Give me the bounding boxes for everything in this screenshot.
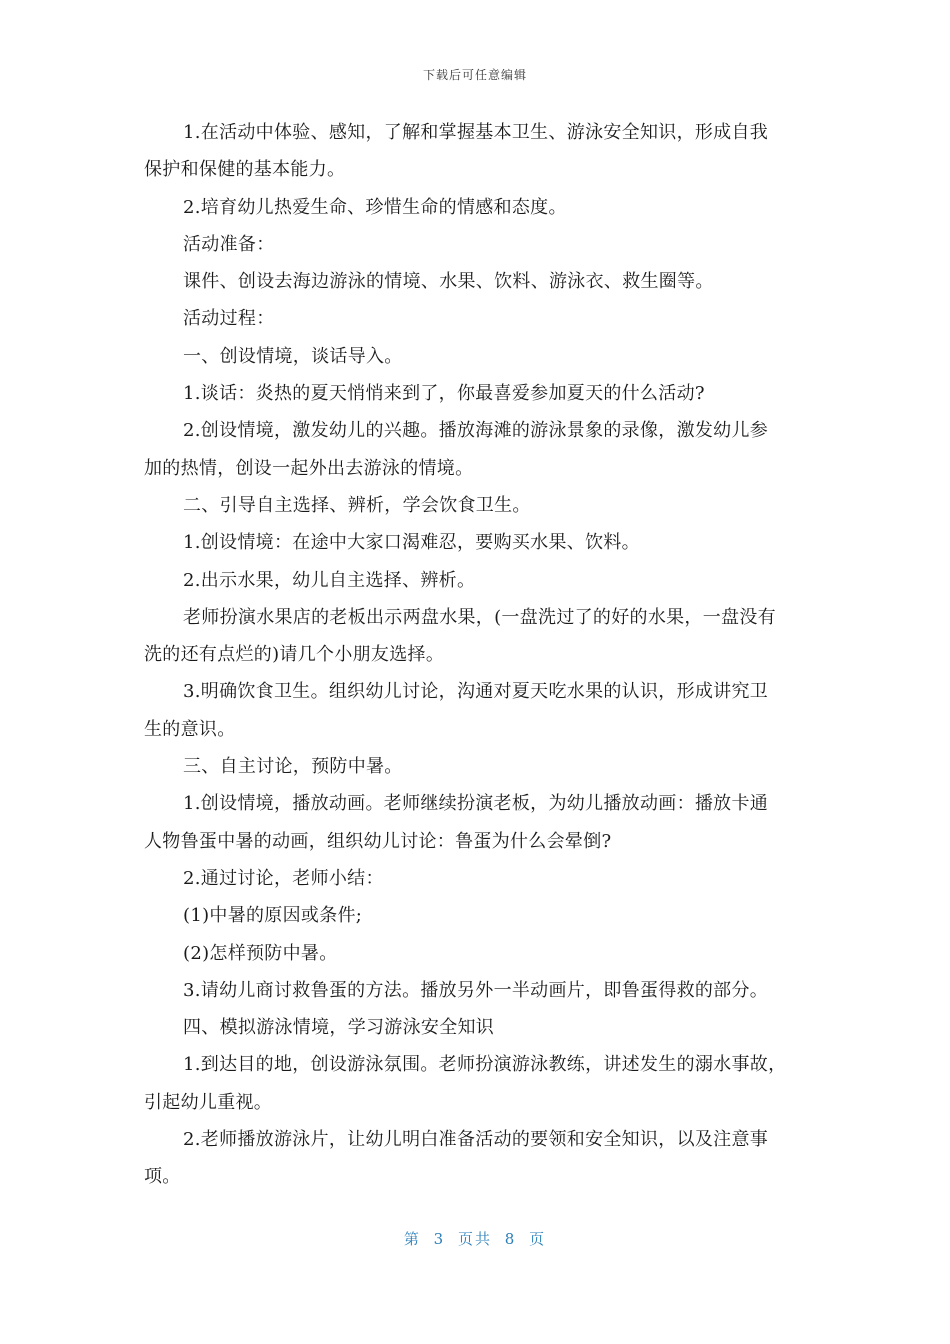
document-body — [144, 114, 810, 1196]
paragraph-line: 3.请幼儿商讨救鲁蛋的方法。播放另外一半动画片，即鲁蛋得救的部分。 — [183, 979, 769, 1001]
paragraph-line: 活动过程： — [183, 308, 275, 330]
paragraph-line: 课件、创设去海边游泳的情境、水果、饮料、游泳衣、救生圈等。 — [183, 271, 714, 293]
paragraph-line: 2.培育幼儿热爱生命、珍惜生命的情感和态度。 — [183, 196, 567, 218]
paragraph-line: 老师扮演水果店的老板出示两盘水果，(一盘洗过了的好的水果，一盘没有 — [183, 606, 776, 628]
paragraph-line: 2.出示水果，幼儿自主选择、辨析。 — [183, 569, 476, 591]
paragraph-line: 生的意识。 — [144, 718, 236, 740]
paragraph-line: (2)怎样预防中暑。 — [183, 942, 338, 964]
paragraph-line: 2.老师播放游泳片，让幼儿明白准备活动的要领和安全知识，以及注意事 — [183, 1129, 769, 1151]
paragraph-line: 1.创设情境，播放动画。老师继续扮演老板，为幼儿播放动画：播放卡通 — [183, 793, 769, 815]
paragraph-line: 加的热情，创设一起外出去游泳的情境。 — [144, 457, 474, 479]
paragraph-line: 三、自主讨论，预防中暑。 — [183, 756, 403, 778]
paragraph-line: 3.明确饮食卫生。组织幼儿讨论，沟通对夏天吃水果的认识，形成讲究卫 — [183, 681, 769, 703]
paragraph-line: 1.创设情境：在途中大家口渴难忍，要购买水果、饮料。 — [183, 532, 640, 554]
paragraph-line: 1.谈话：炎热的夏天悄悄来到了，你最喜爱参加夏天的什么活动? — [183, 383, 705, 405]
page-header: 下载后可任意编辑 — [422, 68, 527, 82]
paragraph-line: 项。 — [144, 1166, 181, 1188]
paragraph-line: 保护和保健的基本能力。 — [144, 159, 346, 181]
paragraph-line: 四、模拟游泳情境，学习游泳安全知识 — [183, 1017, 495, 1039]
paragraph-line: 二、引导自主选择、辨析，学会饮食卫生。 — [183, 494, 531, 516]
paragraph-line: 1.到达目的地，创设游泳氛围。老师扮演游泳教练，讲述发生的溺水事故， — [183, 1054, 787, 1076]
paragraph-line: 2.创设情境，激发幼儿的兴趣。播放海滩的游泳景象的录像，激发幼儿参 — [183, 420, 769, 442]
paragraph-line: 活动准备： — [183, 233, 275, 255]
paragraph-line: 2.通过讨论，老师小结： — [183, 867, 384, 889]
paragraph-line: 人物鲁蛋中暑的动画，组织幼儿讨论：鲁蛋为什么会晕倒? — [144, 830, 612, 852]
paragraph-line: 1.在活动中体验、感知，了解和掌握基本卫生、游泳安全知识，形成自我 — [183, 122, 769, 143]
paragraph-line: 一、创设情境，谈话导入。 — [183, 345, 403, 367]
paragraph-line: 引起幼儿重视。 — [144, 1091, 273, 1113]
paragraph-line: 洗的还有点烂的)请几个小朋友选择。 — [144, 644, 445, 666]
page-footer: 第 3 页共 8 页 — [403, 1230, 547, 1248]
paragraph-line: (1)中暑的原因或条件; — [183, 905, 363, 927]
